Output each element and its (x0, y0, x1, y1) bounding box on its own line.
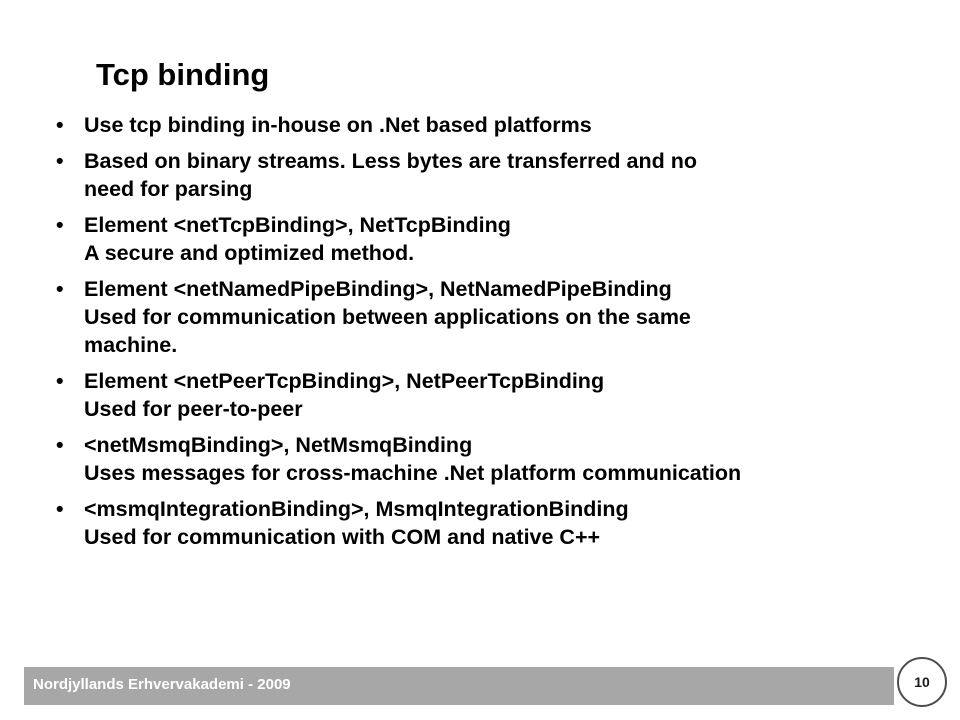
bullet-text: Used for communication with COM and native C++ (84, 525, 601, 549)
bullet-item (56, 147, 926, 203)
bullet-text: need for parsing (84, 177, 253, 201)
bullet-item (56, 367, 926, 423)
slide-title: Tcp binding (96, 57, 270, 92)
bullet-text: • Based on binary streams. Less bytes are transferred and no (84, 149, 697, 173)
bullet-text: • Element <netNamedPipeBinding>, NetNamedPipeBinding (84, 277, 672, 301)
bullet-list (56, 111, 926, 559)
page-number: 10 (914, 674, 930, 690)
bullet-item (56, 495, 926, 551)
bullet-text: • Use tcp binding in-house on .Net based platforms (84, 113, 592, 137)
bullet-text: • <netMsmqBinding>, NetMsmqBinding (84, 433, 473, 457)
bullet-item (56, 431, 926, 487)
bullet-text: • Element <netTcpBinding>, NetTcpBinding (84, 213, 511, 237)
bullet-item (56, 211, 926, 267)
page-number-badge (897, 657, 947, 707)
footer-organization: Nordjyllands Erhvervakademi - 2009 (33, 676, 291, 693)
bullet-item (56, 111, 926, 139)
bullet-text: machine. (84, 333, 178, 357)
bullet-text: • <msmqIntegrationBinding>, MsmqIntegrationBinding (84, 497, 629, 521)
bullet-item (56, 275, 926, 359)
bullet-text: Uses messages for cross-machine .Net platform communication (84, 461, 742, 485)
bullet-text: A secure and optimized method. (84, 241, 415, 265)
bullet-text: • Element <netPeerTcpBinding>, NetPeerTcpBinding (84, 369, 605, 393)
footer-bar (24, 667, 894, 705)
bullet-text: Used for communication between applications on the same (84, 305, 691, 329)
bullet-text: Used for peer-to-peer (84, 397, 303, 421)
